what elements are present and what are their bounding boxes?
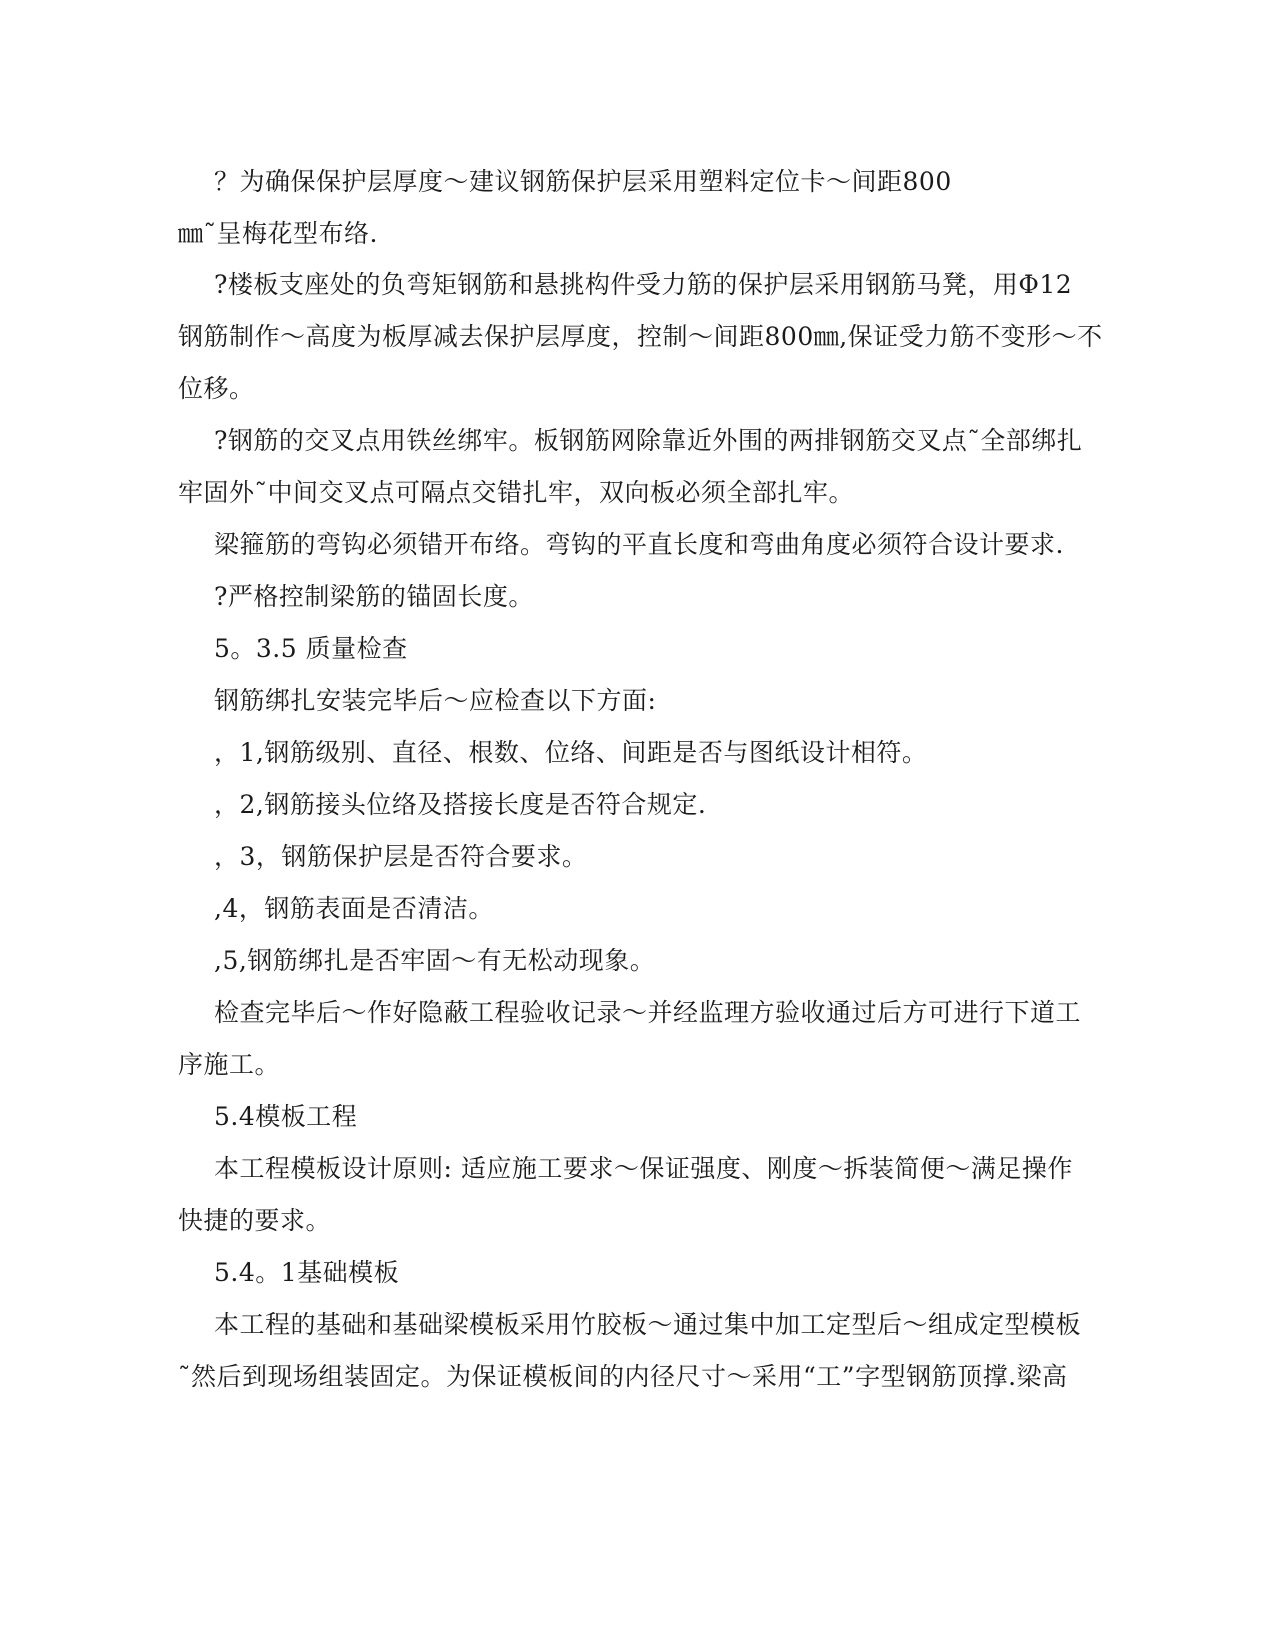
text-line: 钢筋制作～高度为板厚减去保护层厚度，控制～间距800㎜,保证受力筋不变形～不 <box>178 322 1103 351</box>
text-line: 检查完毕后～作好隐蔽工程验收记录～并经监理方验收通过后方可进行下道工 <box>214 998 1082 1027</box>
text-line: ?钢筋的交叉点用铁丝绑牢。板钢筋网除靠近外围的两排钢筋交叉点˜全部绑扎 <box>214 426 1083 455</box>
section-heading: 5.4模板工程 <box>214 1102 358 1131</box>
text-line: ？为确保保护层厚度～建议钢筋保护层采用塑料定位卡～间距800 <box>214 167 952 196</box>
list-item: ,5,钢筋绑扎是否牢固～有无松动现象。 <box>214 946 656 975</box>
list-item: ，3，钢筋保护层是否符合要求。 <box>214 842 588 871</box>
text-line: 快捷的要求。 <box>178 1206 332 1235</box>
text-line: ?严格控制梁筋的锚固长度。 <box>214 582 534 611</box>
text-line: ㎜˜呈梅花型布络. <box>178 219 378 248</box>
text-line: 梁箍筋的弯钩必须错开布络。弯钩的平直长度和弯曲角度必须符合设计要求. <box>214 530 1064 559</box>
text-line: 序施工。 <box>178 1050 281 1079</box>
text-line: ˜然后到现场组装固定。为保证模板间的内径尺寸～采用“工”字型钢筋顶撑.梁高 <box>178 1362 1068 1391</box>
section-heading: 5.4。1基础模板 <box>214 1258 400 1287</box>
text-line: 本工程模板设计原则: 适应施工要求～保证强度、刚度～拆装简便～满足操作 <box>214 1154 1073 1183</box>
text-line: 本工程的基础和基础梁模板采用竹胶板～通过集中加工定型后～组成定型模板 <box>214 1310 1082 1339</box>
text-line: 牢固外˜中间交叉点可隔点交错扎牢，双向板必须全部扎牢。 <box>178 478 855 507</box>
list-item: ，2,钢筋接头位络及搭接长度是否符合规定. <box>214 790 707 819</box>
list-item: ，1,钢筋级别、直径、根数、位络、间距是否与图纸设计相符。 <box>214 738 928 767</box>
text-line: 钢筋绑扎安装完毕后～应检查以下方面: <box>214 686 657 715</box>
list-item: ,4，钢筋表面是否清洁。 <box>214 894 494 923</box>
text-line: ?楼板支座处的负弯矩钢筋和悬挑构件受力筋的保护层采用钢筋马凳，用Φ12 <box>214 270 1073 299</box>
text-line: 位移。 <box>178 374 255 403</box>
section-heading: 5。3.5 质量检查 <box>214 634 408 663</box>
